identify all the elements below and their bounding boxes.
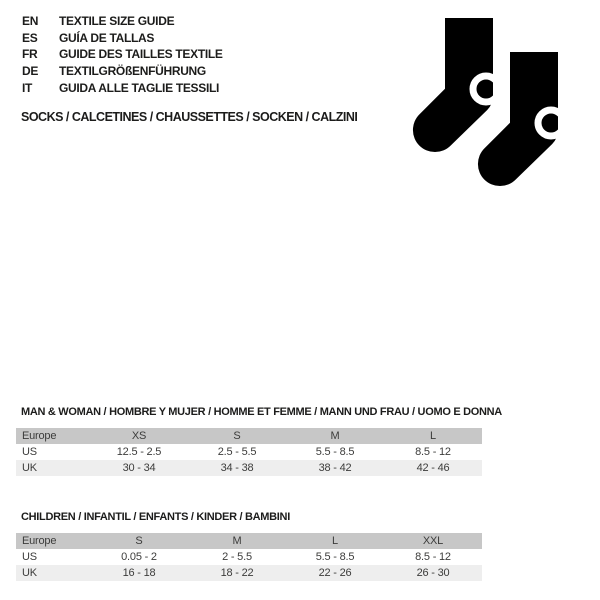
table-row-uk [16, 565, 482, 581]
children-size-section [16, 511, 482, 581]
language-code: FR [22, 47, 38, 62]
language-code: IT [22, 80, 33, 95]
column-header-size: M [330, 430, 340, 442]
size-value: 8.5 - 12 [415, 446, 451, 458]
region-label: UK [22, 567, 37, 579]
children-size-table [16, 533, 482, 581]
column-header-region: Europe [22, 430, 57, 442]
size-value: 5.5 - 8.5 [315, 551, 355, 563]
column-header-size: XXL [422, 535, 444, 547]
size-value: 30 - 34 [122, 462, 156, 474]
size-value: 8.5 - 12 [415, 551, 451, 563]
language-row [22, 13, 223, 30]
size-value: 18 - 22 [220, 567, 254, 579]
size-value: 34 - 38 [220, 462, 254, 474]
region-label: US [22, 551, 37, 563]
children-table-title: CHILDREN / INFANTIL / ENFANTS / KINDER / BAMBINI [21, 511, 290, 523]
column-header-size: L [430, 430, 436, 442]
size-value: 16 - 18 [122, 567, 156, 579]
size-value: 42 - 46 [416, 462, 450, 474]
table-header-row [16, 428, 482, 444]
man-woman-size-section [16, 406, 502, 476]
man-woman-size-table [16, 428, 482, 476]
language-title: TEXTILE SIZE GUIDE [59, 14, 175, 29]
column-header-region: Europe [22, 535, 57, 547]
column-header-size: S [135, 535, 143, 547]
language-list [22, 13, 223, 96]
language-title: GUIDA ALLE TAGLIE TESSILI [59, 80, 220, 95]
language-title: GUÍA DE TALLAS [59, 30, 155, 45]
column-header-size: S [233, 430, 241, 442]
language-row [22, 79, 223, 96]
size-value: 38 - 42 [318, 462, 352, 474]
socks-icon [398, 8, 578, 188]
language-code: DE [22, 64, 39, 79]
size-value: 26 - 30 [416, 567, 450, 579]
language-row [22, 30, 223, 47]
language-code: ES [22, 30, 38, 45]
language-row [22, 63, 223, 80]
table-row-us [16, 444, 482, 460]
language-code: EN [22, 14, 39, 29]
language-row [22, 46, 223, 63]
column-header-size: XS [131, 430, 147, 442]
table-header-row [16, 533, 482, 549]
column-header-size: L [332, 535, 338, 547]
language-title: GUIDE DES TAILLES TEXTILE [59, 47, 223, 62]
size-value: 5.5 - 8.5 [315, 446, 355, 458]
language-title: TEXTILGRÖßENFÜHRUNG [59, 64, 206, 79]
size-value: 0.05 - 2 [121, 551, 157, 563]
column-header-size: M [232, 535, 242, 547]
table-row-uk [16, 460, 482, 476]
category-title: SOCKS / CALCETINES / CHAUSSETTES / SOCKEN / CALZINI [21, 110, 358, 124]
size-value: 2.5 - 5.5 [217, 446, 257, 458]
size-value: 22 - 26 [318, 567, 352, 579]
size-value: 2 - 5.5 [222, 551, 252, 563]
man-woman-table-title: MAN & WOMAN / HOMBRE Y MUJER / HOMME ET FEMME / MANN UND FRAU / UOMO E DONNA [21, 406, 502, 418]
region-label: UK [22, 462, 37, 474]
region-label: US [22, 446, 37, 458]
table-row-us [16, 549, 482, 565]
size-value: 12.5 - 2.5 [116, 446, 162, 458]
